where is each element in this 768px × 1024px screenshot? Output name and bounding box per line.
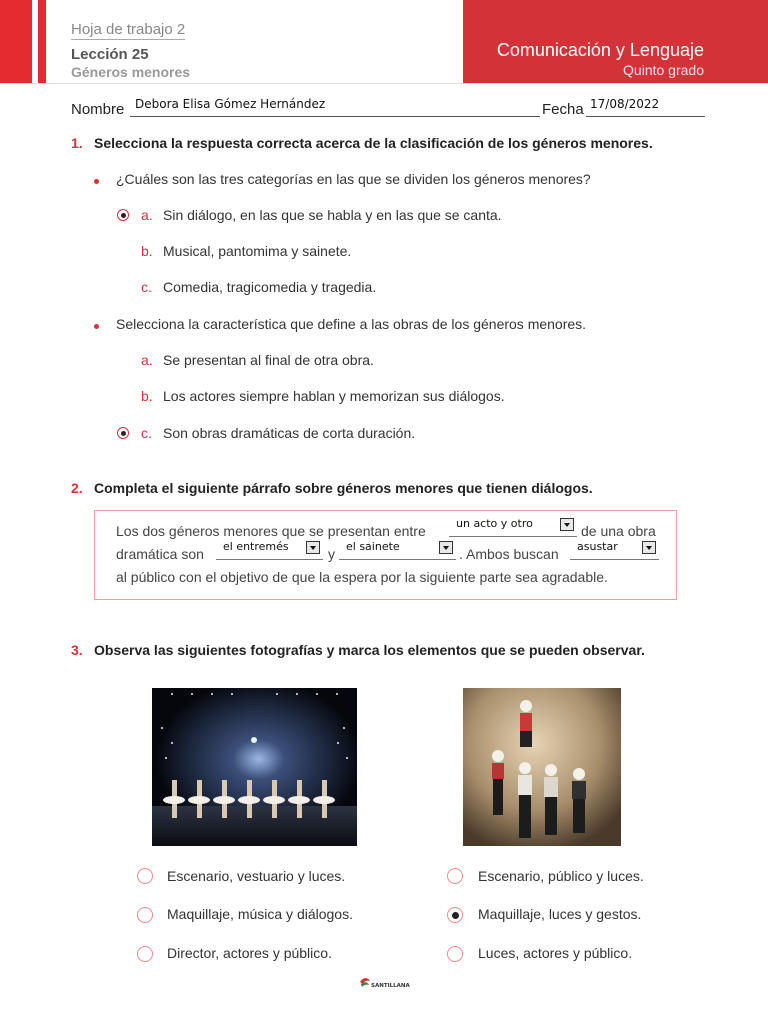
q1-sub1-option-b[interactable]: Musical, pantomima y sainete. [163,243,352,259]
q3-right-option-3[interactable]: Luces, actores y público. [478,945,633,961]
q3-left-option-2[interactable]: Maquillaje, música y diálogos. [167,906,353,922]
q1-sub2-option-a[interactable]: Se presentan al final de otra obra. [163,352,374,368]
option-letter: b. [141,243,153,259]
paragraph-text: al público con el objetivo de que la espera por la siguiente parte sea agradable. [116,569,608,585]
q3-right-radio-2[interactable] [447,907,463,923]
q3-right-radio-3[interactable] [447,946,463,962]
q1-sub2-text: Selecciona la característica que define a las obras de los géneros menores. [116,316,587,332]
q2-text: Completa el siguiente párrafo sobre géneros menores que tienen diálogos. [94,480,593,496]
option-letter: b. [141,388,153,404]
q1-sub1-text: ¿Cuáles son las tres categorías en las que se dividen los géneros menores? [116,171,591,187]
paragraph-text: y [328,546,335,562]
lesson-title: Lección 25 [71,46,149,63]
name-value: Debora Elisa Gómez Hernández [135,97,326,111]
q1-number: 1. [71,135,83,151]
q1-sub2-radio-c[interactable] [117,427,129,439]
q2-number: 2. [71,480,83,496]
header-divider [0,83,768,84]
santillana-logo [358,976,410,990]
q3-right-option-1[interactable]: Escenario, público y luces. [478,868,644,884]
chevron-down-icon[interactable] [306,541,320,554]
option-letter: a. [141,207,153,223]
ballet-photo [152,688,357,846]
header-red-stripe [38,0,46,83]
date-field[interactable] [586,96,705,117]
date-label: Fecha [542,101,584,118]
chevron-down-icon[interactable] [560,518,574,531]
dropdown-3-value: el sainete [346,540,400,553]
q3-left-option-3[interactable]: Director, actores y público. [167,945,332,961]
paragraph-text: dramática son [116,546,204,562]
q1-sub2-option-c[interactable]: Son obras dramáticas de corta duración. [163,425,416,441]
subject-title: Comunicación y Lenguaje [496,40,704,60]
dropdown-2[interactable] [216,539,323,560]
dropdown-2-value: el entremés [223,540,289,553]
logo-text: SANTILLANA [371,983,410,989]
chevron-down-icon[interactable] [439,541,453,554]
option-letter: c. [141,279,152,295]
paragraph-text: . Ambos buscan [459,546,559,562]
q1-text: Selecciona la respuesta correcta acerca de la clasificación de los géneros menores. [94,135,653,151]
grade-label: Quinto grado [623,62,704,78]
q3-right-option-2[interactable]: Maquillaje, luces y gestos. [478,906,642,922]
topic-title: Géneros menores [71,64,191,80]
date-value: 17/08/2022 [590,97,660,111]
option-letter: a. [141,352,153,368]
paragraph-text: Los dos géneros menores que se presentan entre [116,523,426,539]
q1-sub2-option-b[interactable]: Los actores siempre hablan y memorizan sus diálogos. [163,388,505,404]
name-field[interactable] [130,96,540,117]
q3-left-radio-1[interactable] [137,868,153,884]
q1-sub1-option-c[interactable]: Comedia, tragicomedia y tragedia. [163,279,377,295]
dropdown-3[interactable] [339,539,456,560]
name-label: Nombre [71,101,125,118]
bullet-icon [94,179,99,184]
dropdown-4[interactable] [570,539,659,560]
header-red-bar [0,0,32,83]
chevron-down-icon[interactable] [642,541,656,554]
q3-left-option-1[interactable]: Escenario, vestuario y luces. [167,868,346,884]
dropdown-4-value: asustar [577,540,618,553]
q3-left-radio-2[interactable] [137,907,153,923]
q3-number: 3. [71,642,83,658]
q3-left-radio-3[interactable] [137,946,153,962]
worksheet-label: Hoja de trabajo 2 [71,21,186,38]
dropdown-1-value: un acto y otro [456,517,533,530]
mimes-photo [463,688,621,846]
q3-right-radio-1[interactable] [447,868,463,884]
q1-sub1-radio-a[interactable] [117,209,129,221]
q3-text: Observa las siguientes fotografías y marca los elementos que se pueden observar. [94,642,645,658]
q1-sub1-option-a[interactable]: Sin diálogo, en las que se habla y en las que se canta. [163,207,502,223]
option-letter: c. [141,425,152,441]
subject-banner [463,0,768,83]
dropdown-1[interactable] [449,516,577,537]
paragraph-text: de una obra [581,523,656,539]
bullet-icon [94,324,99,329]
